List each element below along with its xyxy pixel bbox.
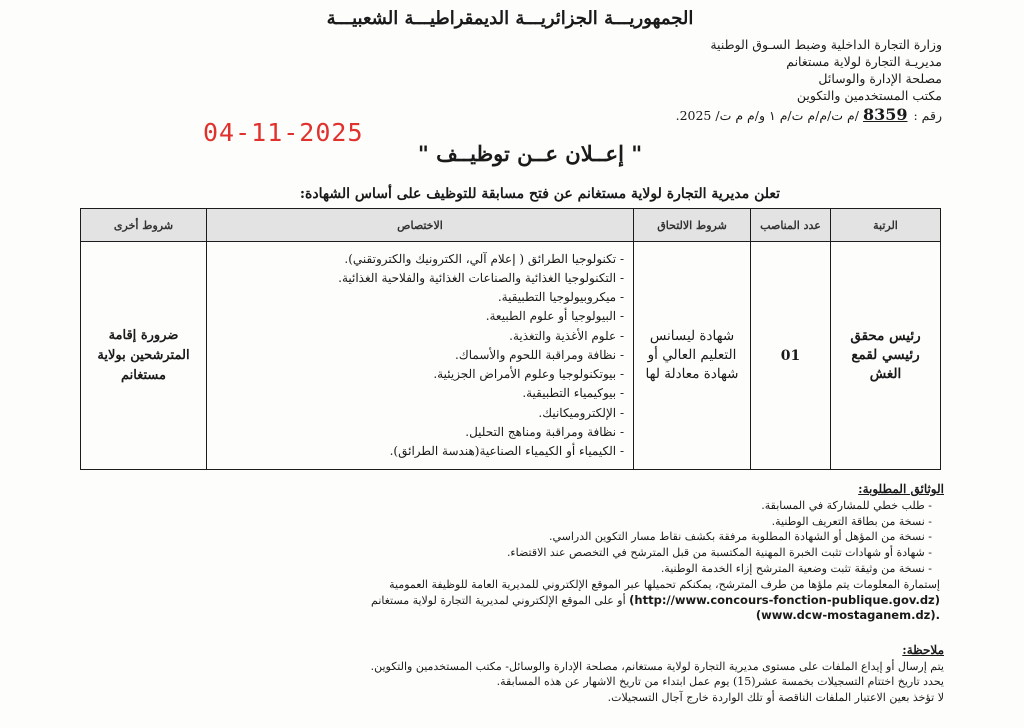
note-line: لا تؤخذ بعين الاعتبار الملفات الناقصة أو تلك الواردة خارج آجال التسجيلات. (607, 690, 944, 704)
announcement-title: " إعــلان عــن توظيــف " (417, 141, 643, 166)
recruitment-table (80, 208, 941, 470)
posted-date-stamp: 04-11-2025 (203, 118, 364, 147)
service-line: مصلحة الإدارة والوسائل (818, 71, 942, 86)
note-line: يحدد تاريخ اختتام التسجيلات بخمسة عشر(15) يوم عمل ابتداء من تاريخ الاشهار عن هذه المسابقة. (496, 675, 944, 689)
cell-positions: 01 (751, 242, 831, 470)
specialty-item: - بيوتكنولوجيا وعلوم الأمراض الجزيئية. (214, 365, 624, 384)
specialty-item: - علوم الأغذية والتغذية. (214, 327, 624, 346)
form-info-line-2 (84, 593, 944, 609)
document-item: - نسخة من بطاقة التعريف الوطنية. (84, 514, 932, 530)
notes-section (84, 643, 944, 705)
reference-number: 8359 (862, 105, 908, 124)
header-positions: عدد المناصب (751, 209, 831, 242)
reference-label: رقم : (913, 108, 942, 123)
specialties-list (208, 250, 632, 461)
directorate-line: مديريـة التجارة لولاية مستغانم (786, 54, 942, 69)
specialty-item: - نظافة ومراقبة اللحوم والأسماك. (214, 346, 624, 365)
documents-heading: الوثائق المطلوبة: (858, 482, 944, 496)
cell-grade: رئيس محقق رئيسي لقمع الغش (831, 242, 941, 470)
table-row (81, 242, 941, 470)
required-documents-section (84, 482, 944, 624)
header-other-conditions: شروط أخرى (81, 209, 207, 242)
form-info-text: أو على الموقع الإلكتروني لمديرية التجارة لولاية مستغانم (371, 593, 626, 607)
form-info-line-3 (84, 608, 944, 624)
documents-list (84, 498, 944, 577)
reference-line (622, 106, 942, 124)
document-item: - نسخة من وثيقة تثبت وضعية المترشح إزاء الخدمة الوطنية. (84, 561, 932, 577)
specialty-item: - الكيمياء أو الكيمياء الصناعية(هندسة الطرائق). (214, 442, 624, 461)
fonction-publique-url: (http://www.concours-fonction-publique.gov.dz) (629, 592, 940, 607)
republic-heading: الجمهوريـــة الجزائريـــة الديمقراطيـــة الشعبيـــة (326, 8, 694, 29)
header-specialties: الاختصاص (207, 209, 634, 242)
ministry-line: وزارة التجارة الداخلية وضبط السـوق الوطنية (710, 37, 942, 52)
header-grade: الرتبة (831, 209, 941, 242)
specialty-item: - البيولوجيا أو علوم الطبيعة. (214, 307, 624, 326)
announcement-intro: تعلن مديرية التجارة لولاية مستغانم عن فتح مسابقة للتوظيف على أساس الشهادة: (299, 186, 781, 202)
header-diploma: شروط الالتحاق (634, 209, 751, 242)
document-item: - نسخة من المؤهل أو الشهادة المطلوبة مرفقة بكشف نقاط مسار التكوين الدراسي. (84, 529, 932, 545)
cell-diploma: شهادة ليسانس التعليم العالي أو شهادة معادلة لها (634, 242, 751, 470)
specialty-item: - بيوكيمياء التطبيقية. (214, 384, 624, 403)
form-info-line: إستمارة المعلومات يتم ملؤها من طرف المترشح، يمكنكم تحميلها عبر الموقع الإلكتروني للمديرية العامة للوظيفة العمومية (389, 577, 940, 591)
specialty-item: - الإلكتروميكانيك. (214, 404, 624, 423)
specialty-item: - تكنولوجيا الطرائق ( إعلام آلي، الكترونيك والكتروتقني). (214, 250, 624, 269)
specialty-item: - نظافة ومراقبة ومناهج التحليل. (214, 423, 624, 442)
table-header-row (81, 209, 941, 242)
cell-other-conditions: ضرورة إقامة المترشحين بولاية مستغانم (81, 242, 207, 470)
note-line: يتم إرسال أو إيداع الملفات على مستوى مديرية التجارة لولاية مستغانم، مصلحة الإدارة والوسائل- مكتب المستخدمين والتكوين. (370, 659, 944, 673)
cell-specialties (207, 242, 634, 470)
directorate-url: (www.dcw-mostaganem.dz). (755, 608, 940, 623)
specialty-item: - ميكروبيولوجيا التطبيقية. (214, 288, 624, 307)
administration-block (622, 36, 942, 124)
document-item: - شهادة أو شهادات تثبت الخبرة المهنية المكتسبة من قبل المترشح في التخصص عند الاقتضاء. (84, 545, 932, 561)
reference-suffix: /م ت/م/م ت/م ١ و/م م ت/ 2025. (675, 108, 859, 123)
document-item: - طلب خطي للمشاركة في المسابقة. (84, 498, 932, 514)
specialty-item: - التكنولوجيا الغذائية والصناعات الغذائية والفلاحية الغذائية. (214, 269, 624, 288)
notes-heading: ملاحظة: (902, 643, 944, 657)
office-line: مكتب المستخدمين والتكوين (796, 88, 942, 103)
